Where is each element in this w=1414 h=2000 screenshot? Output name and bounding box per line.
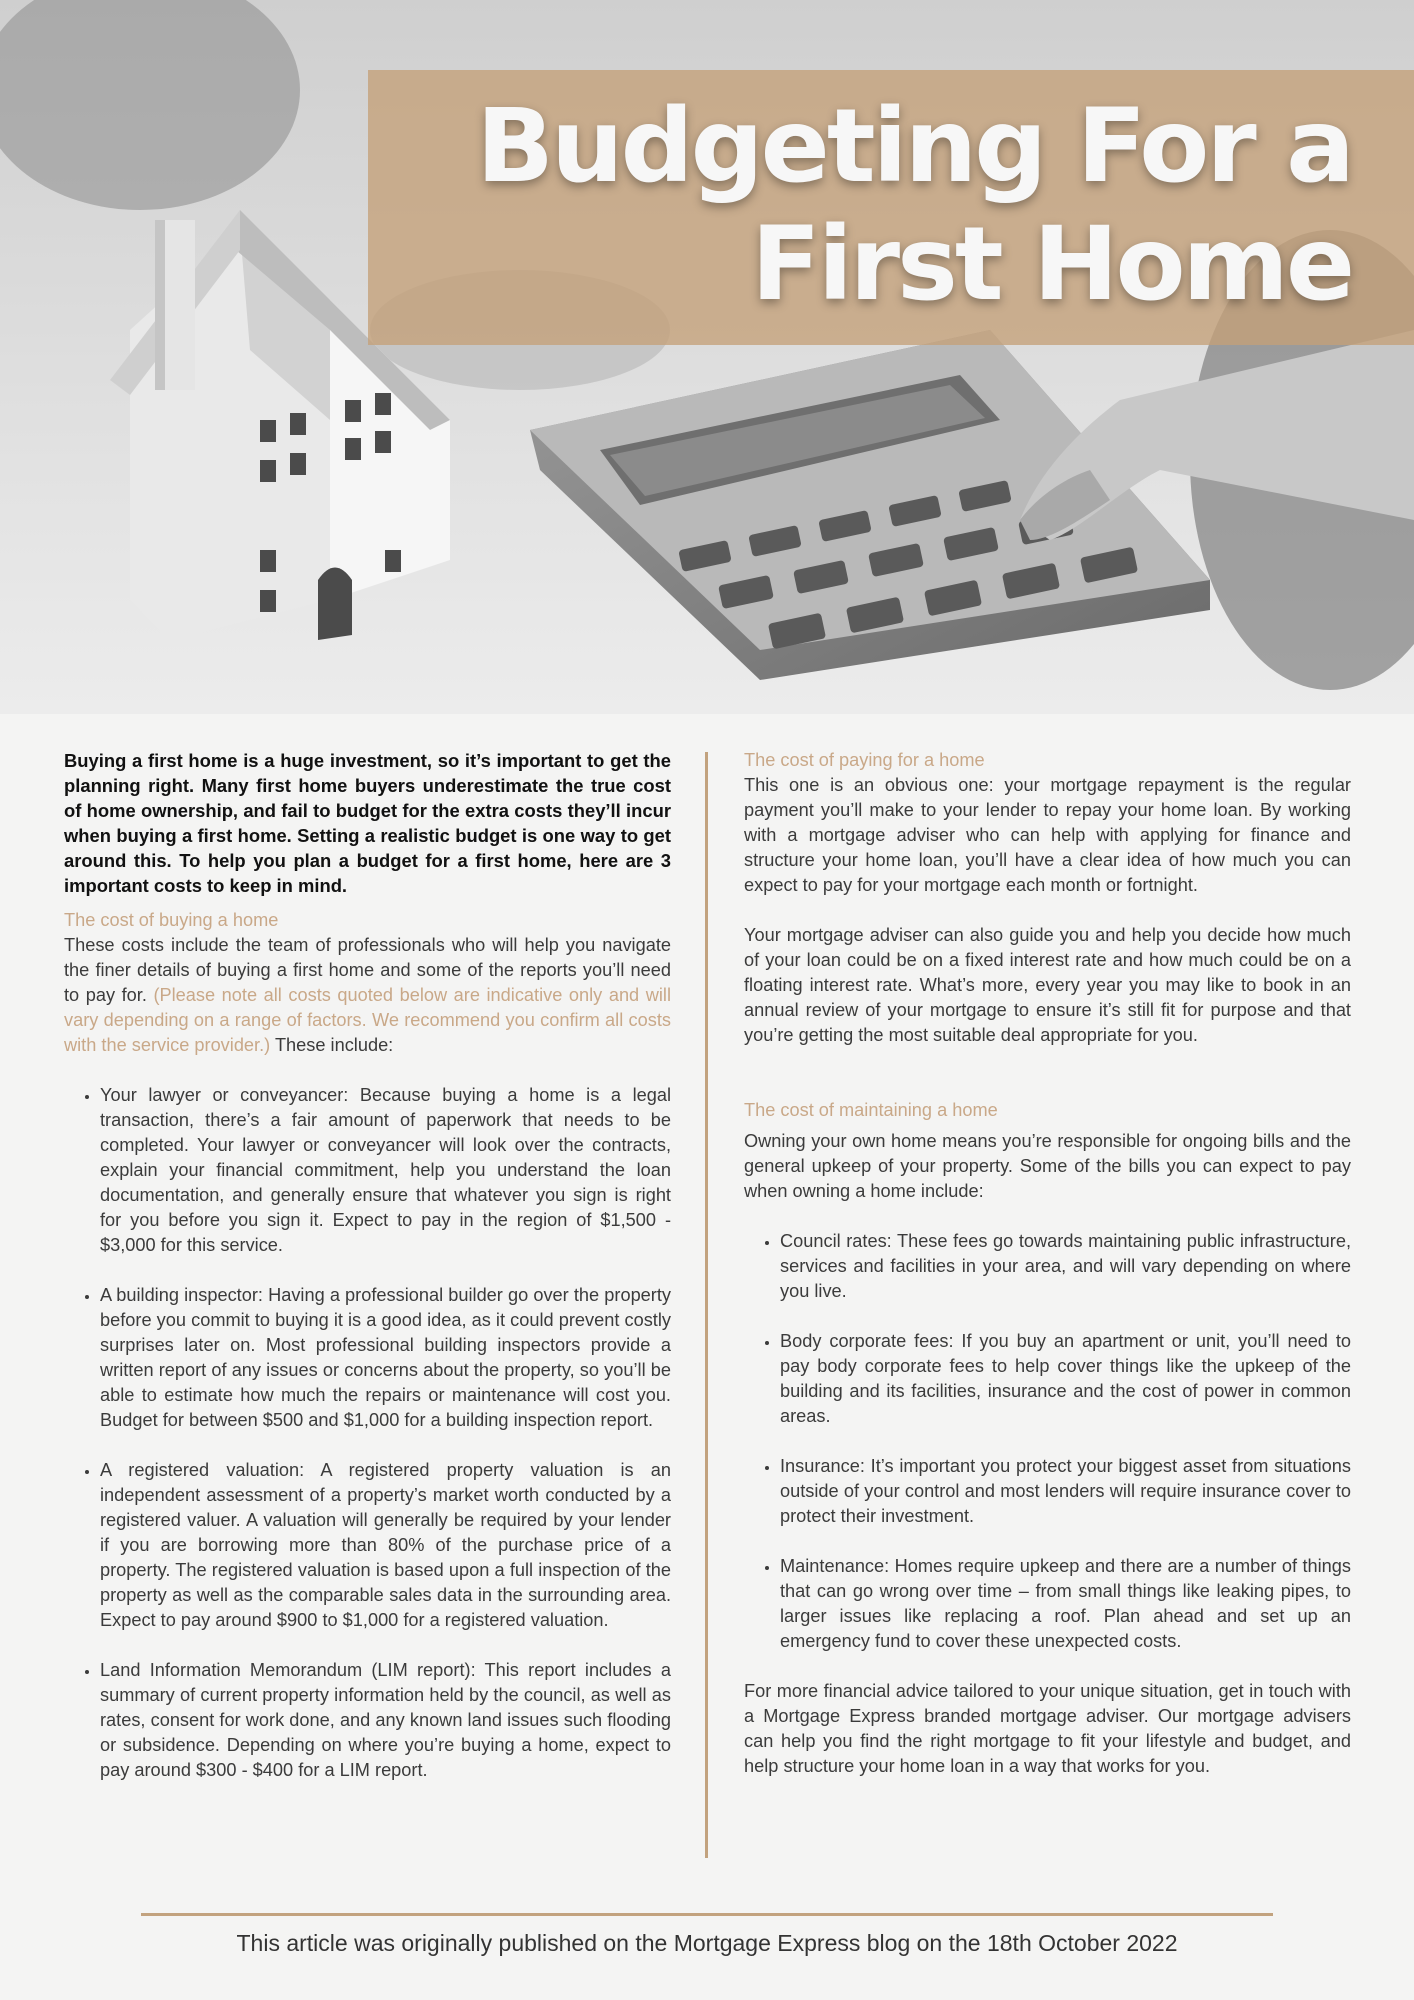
section-heading-maintaining: The cost of maintaining a home [744, 1100, 998, 1120]
list-item: • Insurance: It’s important you protect your biggest asset from situations outside of your control and most lenders will require insurance cover to protect their investment. [780, 1454, 1351, 1529]
list-item: • Maintenance: Homes require upkeep and there are a number of things that can go wrong over time – from small things like leaking pipes, to larger issues like replacing a roof. Plan ahead and set up an emergency fund to cover these unexpected costs. [780, 1554, 1351, 1654]
list-item: • A building inspector: Having a professional builder go over the property before you commit to buying it is a good idea, as it could prevent costly surprises later on. Most professional building inspectors provide a written report of any issues or concerns about the property, so you’ll be able to estimate how much the repairs or maintenance will cost you. Budget for between $500 and $1,000 for a building inspection report. [100, 1283, 671, 1433]
left-column [64, 748, 671, 1808]
list-item: • A registered valuation: A registered property valuation is an independent assessment of a property’s market worth conducted by a registered valuer. A valuation will generally be required by your lender if you are borrowing more than 80% of the purchase price of a property. The registered valuation is based upon a full inspection of the property as well as the comparable sales data in the surrounding area. Expect to pay around $900 to $1,000 for a registered valuation. [100, 1458, 671, 1633]
section-heading-buying: The cost of buying a home [64, 910, 279, 930]
section-buying-text-a: These costs include the team of professionals who will help you navigate the finer details of buying a first home and some of the reports you’ll need to pay for. [64, 935, 671, 1005]
section-heading-paying: The cost of paying for a home [744, 750, 985, 770]
footer-note: This article was originally published on the Mortgage Express blog on the 18th October 2022 [236, 1930, 1178, 1956]
right-column [744, 748, 1351, 1779]
list-item: • Council rates: These fees go towards maintaining public infrastructure, services and facilities in your area, and will vary depending on where you live. [780, 1229, 1351, 1304]
cost-disclaimer-note: (Please note all costs quoted below are indicative only and will vary depending on a range of factors. We recommend you confirm all costs with the service provider.) [64, 985, 671, 1055]
column-divider [705, 752, 708, 1858]
maintaining-costs-list [744, 1229, 1351, 1654]
list-item: • Your lawyer or conveyancer: Because buying a home is a legal transaction, there’s a fair amount of paperwork that needs to be completed. Your lawyer or conveyancer will look over the contracts, explain your financial commitment, help you understand the loan documentation, and generally ensure that whatever you sign is right for you before you sign it. Expect to pay in the region of $1,500 - $3,000 for this service. [100, 1083, 671, 1258]
section-buying-text-b: These include: [270, 1035, 394, 1055]
section-paying-paragraph-2: Your mortgage adviser can also guide you and help you decide how much of your loan could be on a fixed interest rate and how much could be on a floating interest rate. What’s more, every year you may like to book in an annual review of your mortgage to ensure it’s still fit for purpose and that you’re getting the most suitable deal appropriate for you. [744, 925, 1351, 1045]
list-item: • Land Information Memorandum (LIM report): This report includes a summary of current property information held by the council, as well as rates, consent for work done, and any known land issues such flooding or subsidence. Depending on where you’re buying a home, expect to pay around $300 - $400 for a LIM report. [100, 1658, 671, 1783]
section-paying-paragraph-1: This one is an obvious one: your mortgage repayment is the regular payment you’ll make to your lender to repay your home loan. By working with a mortgage adviser who can help with applying for finance and structure your home loan, you’ll have a clear idea of how much you can expect to pay for your mortgage each month or fortnight. [744, 775, 1351, 895]
list-item: • Body corporate fees: If you buy an apartment or unit, you’ll need to pay body corporate fees to help cover things like the upkeep of the building and its facilities, insurance and the cost of power in common areas. [780, 1329, 1351, 1429]
title-line-1: Budgeting For a [476, 87, 1352, 206]
section-buying-paragraph [64, 933, 671, 1058]
title-line-2: First Home [751, 205, 1352, 324]
closing-paragraph: For more financial advice tailored to your unique situation, get in touch with a Mortgage Express branded mortgage adviser. Our mortgage advisers can help you find the right mortgage to fit your lifestyle and budget, and help structure your home loan in a way that works for you. [744, 1681, 1351, 1776]
page-title [476, 88, 1352, 324]
footer-divider [141, 1913, 1273, 1916]
section-maintaining-paragraph: Owning your own home means you’re responsible for ongoing bills and the general upkeep of your property. Some of the bills you can expect to pay when owning a home include: [744, 1131, 1351, 1201]
intro-paragraph: Buying a first home is a huge investment, so it’s important to get the planning right. Many first home buyers underestimate the true cost of home ownership, and fail to budget for the extra costs they’ll incur when buying a first home. Setting a realistic budget is one way to get around this. To help you plan a budget for a first home, here are 3 important costs to keep in mind. [64, 750, 671, 896]
hero-image [0, 0, 1414, 714]
buying-costs-list [64, 1083, 671, 1783]
